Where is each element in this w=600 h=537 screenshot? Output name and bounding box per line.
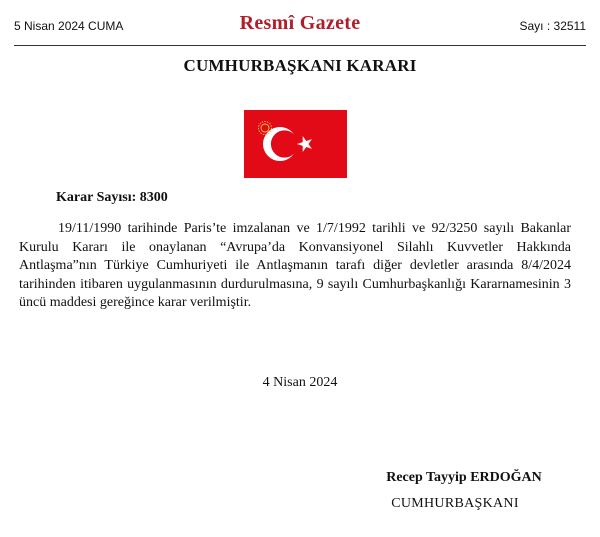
signer-name: Recep Tayyip ERDOĞAN	[386, 470, 542, 485]
gazette-header	[0, 0, 600, 50]
decision-number: Karar Sayısı: 8300	[56, 190, 168, 205]
turkish-flag-icon	[244, 110, 347, 178]
document-title: CUMHURBAŞKANI KARARI	[183, 56, 417, 75]
issue-number: Sayı : 32511	[519, 19, 586, 33]
header-divider	[14, 45, 586, 46]
signer-title: CUMHURBAŞKANI	[391, 496, 519, 511]
decision-body-text: 19/11/1990 tarihinde Paris’te imzalanan ve 1/7/1992 tarihli ve 92/3250 sayılı Bakanlar Kurulu Kararı ile onaylanan “Avrupa’da Konvansiyonel Silahlı Kuvvetler Hakkında Antlaşma”nın Türkiye Cumhuriyeti ile Antlaşmanın tarafı diğer devletler arasında 8/4/2024 tarihinden itibaren uygulanmasının durdurulmasına, 9 sayılı Cumhurbaşkanlığı Kararnamesinin 3 üncü maddesi gereğince karar verilmiştir.	[19, 221, 571, 311]
header-date: 5 Nisan 2024 CUMA	[14, 19, 124, 33]
gazette-title: Resmî Gazete	[239, 12, 361, 34]
signature-date: 4 Nisan 2024	[262, 375, 338, 390]
